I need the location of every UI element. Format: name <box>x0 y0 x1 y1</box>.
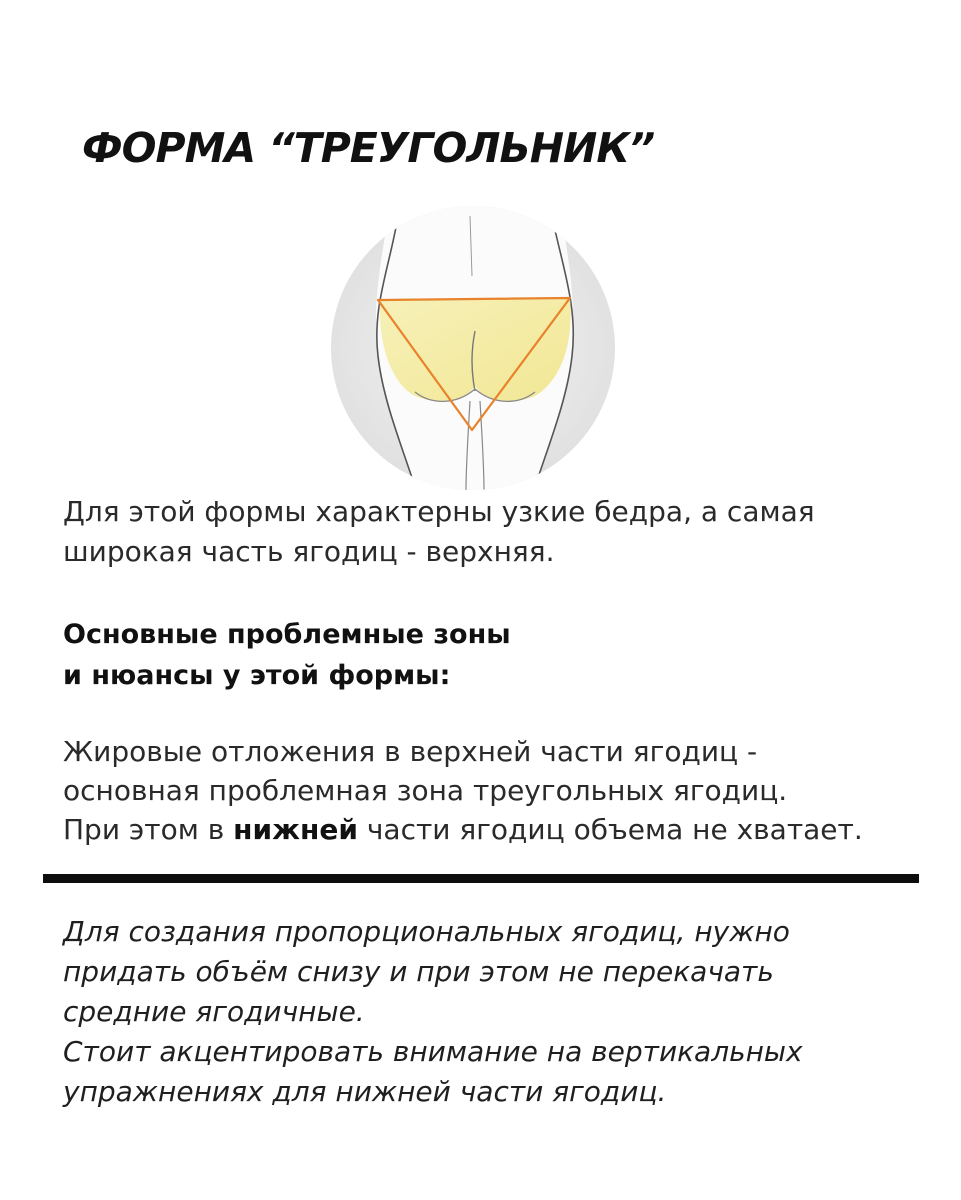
advice-paragraph <box>63 912 943 1112</box>
section-divider <box>43 874 919 883</box>
page-title: ФОРМА “ТРЕУГОЛЬНИК” <box>82 124 655 172</box>
advice-line-1: Для создания пропорциональных ягодиц, нужно <box>63 915 790 948</box>
problems-heading-line-2: и нюансы у этой формы: <box>63 660 451 691</box>
problems-heading-line-1: Основные проблемные зоны <box>63 619 511 650</box>
problems-heading <box>63 614 511 696</box>
advice-line-5: упражнениях для нижней части ягодиц. <box>63 1075 667 1108</box>
buttocks-triangle-illustration <box>320 206 626 490</box>
intro-line-1: Для этой формы характерны узкие бедра, а самая <box>63 495 815 528</box>
problems-paragraph <box>63 732 943 849</box>
problems-line-3-start: При этом в <box>63 813 234 846</box>
advice-line-4: Стоит акцентировать внимание на вертикальных <box>63 1035 803 1068</box>
emphasis-lower: нижней <box>233 813 358 846</box>
advice-line-2: придать объём снизу и при этом не перекачать <box>63 955 774 988</box>
problems-line-3 <box>63 810 943 849</box>
intro-line-2: широкая часть ягодиц - верхняя. <box>63 535 555 568</box>
problems-line-1: Жировые отложения в верхней части ягодиц - <box>63 735 758 768</box>
advice-line-3: средние ягодичные. <box>63 995 365 1028</box>
problems-line-2: основная проблемная зона треугольных ягодиц. <box>63 774 788 807</box>
intro-paragraph <box>63 492 923 572</box>
problems-line-3-end: части ягодиц объема не хватает. <box>357 813 863 846</box>
